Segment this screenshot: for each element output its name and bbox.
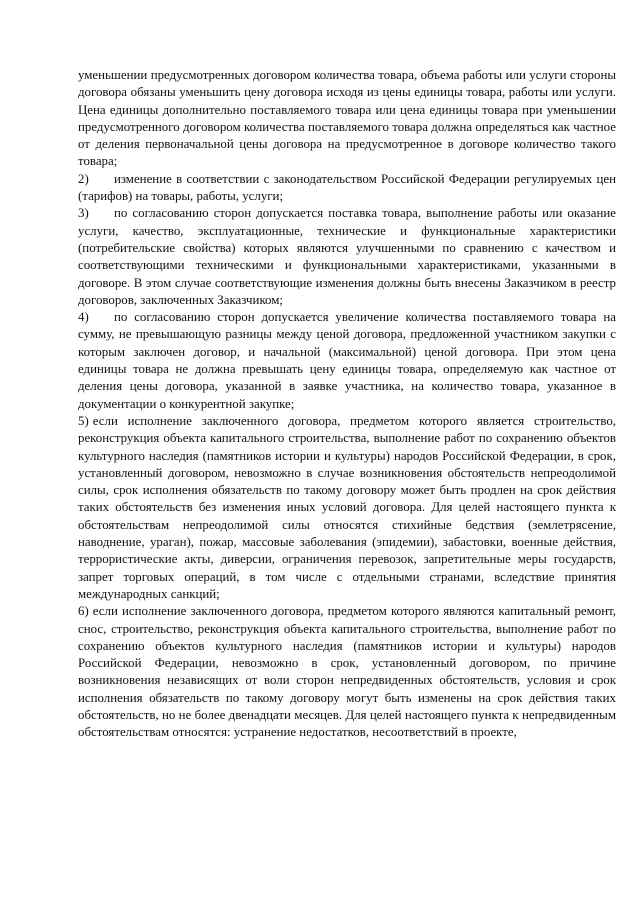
item-text: по согласованию сторон допускается увеличение количества поставляемого товара на сумму, не превышающую разницы между ценой договора, предложенной участником закупки с которым заключен договор, и начальной (максимальной) ценой договора. При этом цена единицы товара не должна превышать цену единицы товара, определяемую как частное от деления цены договора, указанной в заявке участника, на количество товара, указанное в документации о конкурентной закупке;	[78, 310, 616, 411]
paragraph-text: уменьшении предусмотренных договором количества товара, объема работы или услуги стороны договора обязаны уменьшить цену договора исходя из цены единицы товара, работы или услуги. Цена единицы дополнительно поставляемого товара или цена единицы товара при уменьшении предусмотренного договором количества поставляемого товара должна определяться как частное от деления первоначальной цены договора на предусмотренное в договоре количество такого товара;	[78, 68, 616, 169]
item-text: по согласованию сторон допускается поставка товара, выполнение работы или оказание услуги, качество, эксплуатационные, технические и функциональные характеристики (потребительские свойства) которых являются улучшенными по сравнению с качеством и соответствующими техническими и функциональными характеристиками, указанными в договоре. В этом случае соответствующие изменения должны быть внесены Заказчиком в реестр договоров, заключенных Заказчиком;	[78, 206, 616, 307]
item-text: если исполнение заключенного договора, предметом которого является строительство, реконструкция объекта капитального строительства, выполнение работ по сохранению объектов культурного наследия (памятников истории и культуры) народов Российской Федерации, в срок, установленный договором, невозможно в случае возникновения обстоятельств непреодолимой силы, срок исполнения обязательств по такому договору может быть продлен на срок действия таких обстоятельств без изменения иных условий договора. Для целей настоящего пункта к обстоятельствам непреодолимой силы относятся стихийные бедствия (землетрясение, наводнение, ураган), пожар, массовые заболевания (эпидемии), забастовки, военные действия, террористические акты, диверсии, ограничения перевозок, запретительные меры государств, запрет торговых операций, в том числе с отдельными странами, вследствие принятия международных санкций;	[78, 413, 616, 601]
document-page	[78, 67, 616, 742]
item-text: если исполнение заключенного договора, предметом которого являются капитальный ремонт, снос, строительство, реконструкция объекта капитального строительства, выполнение работ по сохранению объектов культурного наследия (памятников истории и культуры) народов Российской Федерации, невозможно в срок, установленный договором, по причине возникновения независящих от воли сторон непредвиденных обстоятельств, условия и срок исполнения обязательств по такому договору могут быть изменены на срок действия таких обстоятельств, но не более двенадцати месяцев. Для целей настоящего пункта к непредвиденным обстоятельствам относятся: устранение недостатков, несоответствий в проекте,	[78, 604, 616, 740]
item-number: 2)	[78, 171, 89, 186]
item-number: 4)	[78, 310, 89, 325]
item-number: 5)	[78, 413, 89, 428]
item-number: 3)	[78, 206, 89, 221]
list-item-2	[78, 171, 616, 206]
list-item-4	[78, 309, 616, 413]
item-number: 6)	[78, 604, 89, 619]
item-text: изменение в соответствии с законодательством Российской Федерации регулируемых цен (тарифов) на товары, работы, услуги;	[78, 171, 616, 204]
list-item-3	[78, 205, 616, 309]
paragraph-continuation	[78, 67, 616, 171]
list-item-6	[78, 603, 616, 741]
list-item-5	[78, 413, 616, 603]
